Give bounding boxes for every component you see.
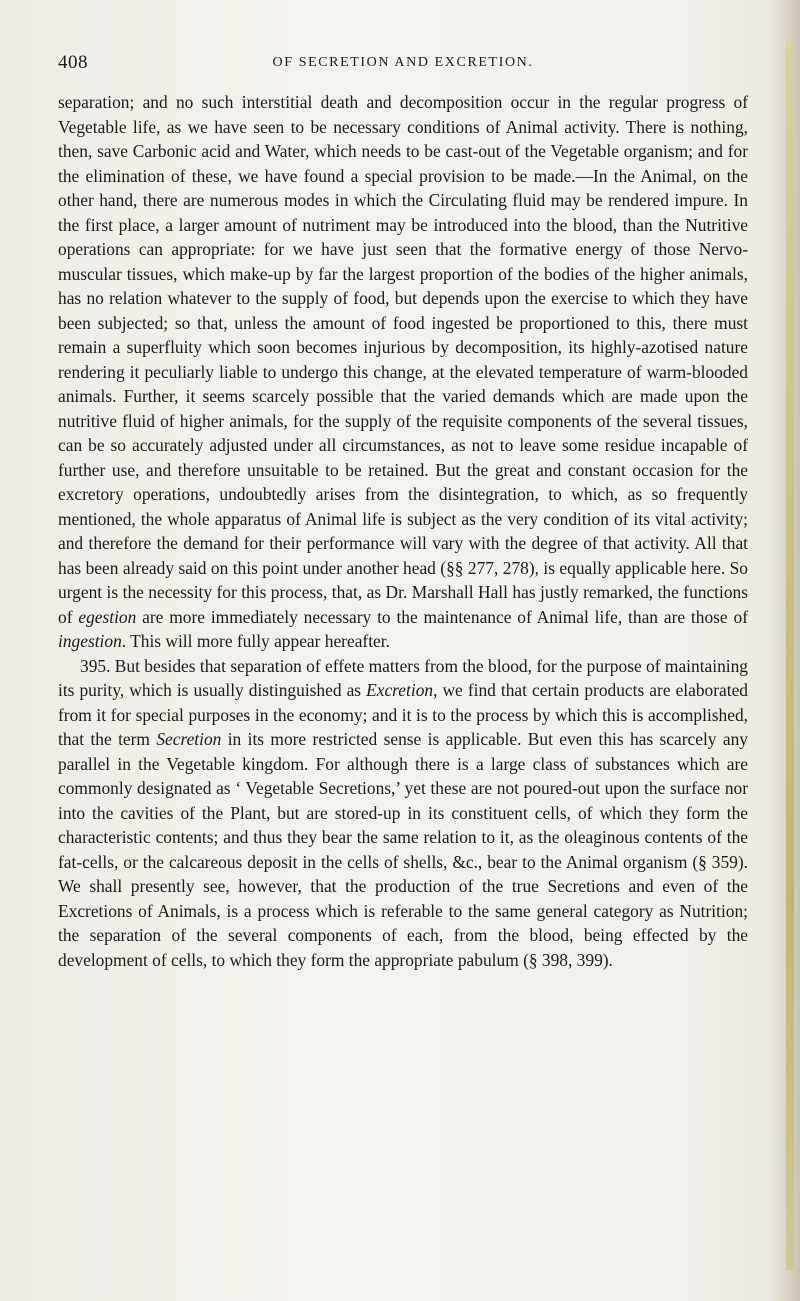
paragraph-2-tail: in its more restricted sense is applicable. But even this has scarcely any parallel in the Vegetable kingdom. For although there is a large class of substances which are commonly designated as ‘ Vegetable Secretions,’ yet these are not poured-out upon the surface nor into the cavities of the Plant, but are stored-up in its constituent cells, of which they form the characteristic contents; and thus they bear the same relation to it, as the oleaginous contents of the fat-cells, or the calcareous deposit in the cells of shells, &c., bear to the Animal organism (§ 359). We shall presently see, however, that the production of the true Secretions and even of the Excretions of Animals, is a process which is referable to the same general category as Nutrition; the separation of the several components of each, from the blood, being effected by the development of cells, to which they form the appropriate pabulum (§ 398, 399). bbox=[58, 729, 748, 970]
body-text bbox=[58, 90, 748, 972]
paragraph-2-emphasis-1: Excretion bbox=[366, 680, 434, 700]
paragraph-1-emphasis-2: ingestion bbox=[58, 631, 122, 651]
binding-strip bbox=[786, 40, 794, 1270]
paragraph-1-tail: . This will more fully appear hereafter. bbox=[121, 631, 390, 651]
paragraph-1-emphasis-1: egestion bbox=[78, 606, 137, 627]
paragraph-2-emphasis-2: Secretion bbox=[156, 729, 222, 749]
paragraph-2-middle: , we find that certain products are elaborated from it for special purposes in the economy; and it is to the process by which this is accomplished, that the term bbox=[58, 680, 748, 749]
paragraph-1 bbox=[58, 90, 748, 654]
section-number: 395. bbox=[80, 655, 111, 676]
running-title: OF SECRETION AND EXCRETION. bbox=[272, 55, 534, 70]
running-head bbox=[58, 52, 748, 72]
paragraph-2-text: But besides that separation of effete matters from the blood, for the purpose of maintaining its purity, which is usually distinguished as bbox=[58, 655, 748, 700]
paragraph-2 bbox=[58, 654, 748, 973]
paragraph-1-middle: are more immediately necessary to the maintenance of Animal life, than are those of bbox=[136, 606, 748, 627]
paragraph-1-text: separation; and no such interstitial death and decomposition occur in the regular progress of Vegetable life, as we have seen to be necessary conditions of Animal activity. There is nothing, then, save Carbonic acid and Water, which needs to be cast-out of the Vegetable organism; and for the elimination of these, we have found a special provision to be made.—In the Animal, on the other hand, there are numerous modes in which the Circulating fluid may be rendered impure. In the first place, a larger amount of nutriment may be introduced into the blood, than the Nutritive operations can appropriate: for we have just seen that the formative energy of those Nervo-muscular tissues, which make-up by far the largest proportion of the bodies of the higher animals, has no relation whatever to the supply of food, but depends upon the exercise to which they have been subjected; so that, unless the amount of food ingested be proportioned to this, there must remain a superfluity which soon becomes injurious by decomposition, its highly-azotised nature rendering it peculiarly liable to undergo this change, at the elevated temperature of warm-blooded animals. Further, it seems scarcely possible that the varied demands which are made upon the nutritive fluid of higher animals, for the supply of the requisite components of the several tissues, can be so accurately adjusted under all circumstances, as not to leave some residue incapable of further use, and therefore unsuitable to be retained. But the great and constant occasion for the excretory operations, undoubtedly arises from the disintegration, to which, as so frequently mentioned, the whole apparatus of Animal life is subject as the very condition of its vital activity; and therefore the demand for their performance will vary with the degree of that activity. All that has been already said on this point under another head (§§ 277, 278), is equally applicable here. So urgent is the necessity for this process, that, as Dr. Marshall Hall has justly remarked, the functions of bbox=[58, 92, 748, 627]
page-number: 408 bbox=[58, 52, 88, 73]
